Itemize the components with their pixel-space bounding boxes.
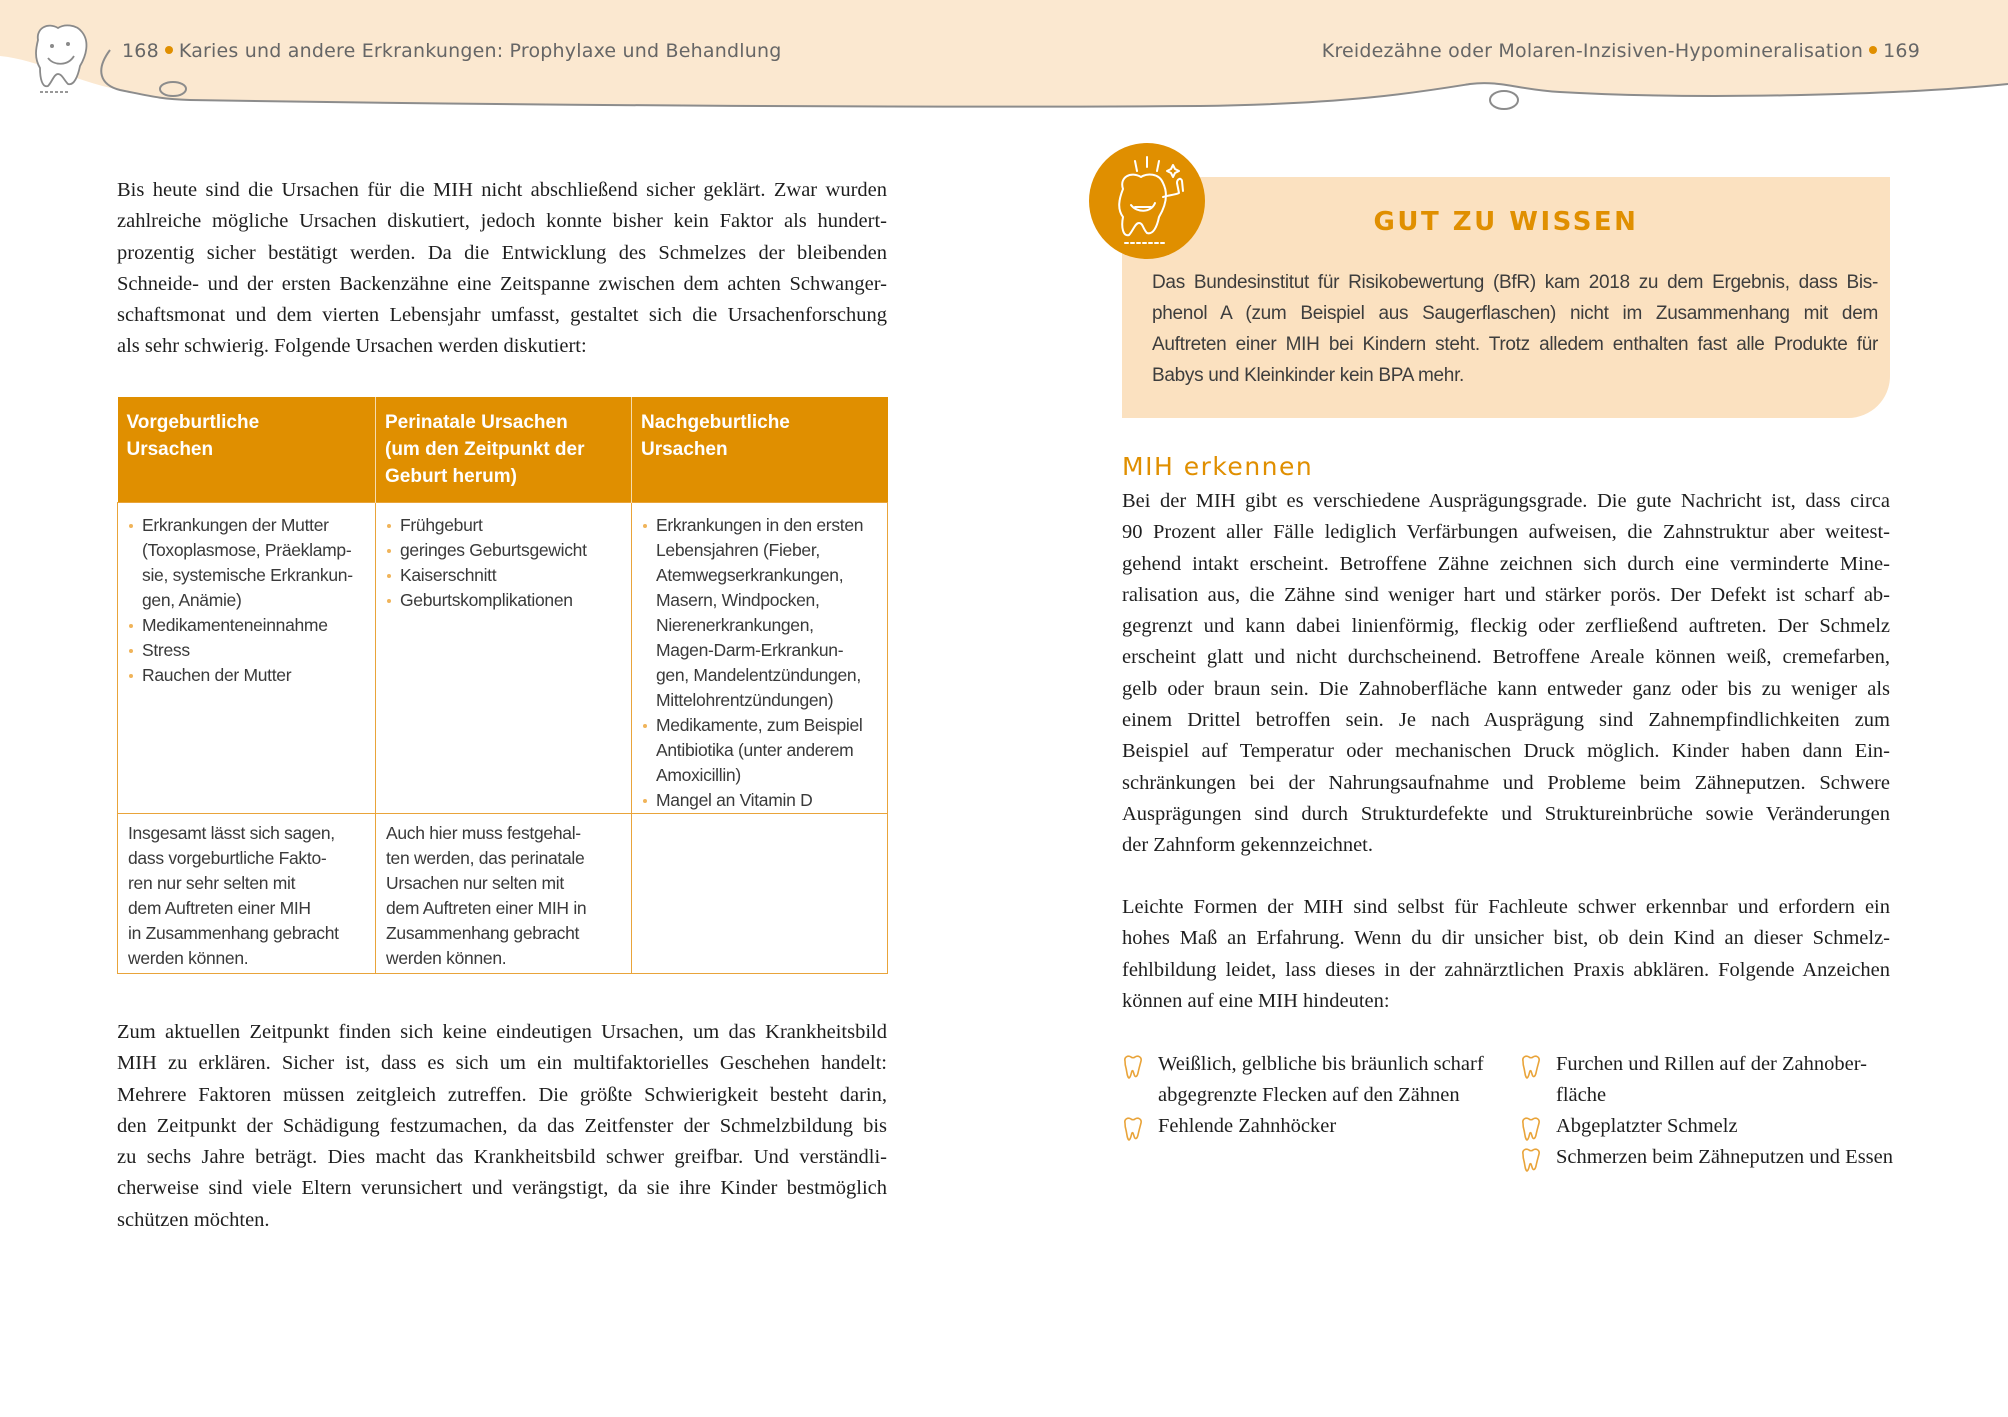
table-cell-postnatal-causes	[632, 503, 888, 814]
text-line: Leichte Formen der MIH sind selbst für Fachleute schwer erkennbar und erfordern ein	[1122, 896, 1890, 918]
text-line: erscheint glatt und nicht durchscheinend. Betroffene Areale können weiß, cremefarben,	[1122, 646, 1890, 669]
info-badge	[1089, 143, 1205, 259]
running-head-left	[122, 40, 781, 62]
list-item	[642, 713, 877, 788]
item-line: Antibiotika (unter anderem	[656, 740, 854, 760]
sign-line: fläche	[1556, 1084, 1607, 1107]
summary-line: werden können.	[386, 948, 507, 968]
list-item	[128, 613, 365, 638]
sign-text	[1158, 1049, 1484, 1112]
text-line: ralisation aus, die Zähne sind weniger hart und stärker porös. Der Defekt ist scharf ab-	[1122, 583, 1890, 606]
cause-list	[386, 513, 621, 613]
separator-dot	[165, 46, 173, 54]
section-heading: MIH erkennen	[1122, 452, 1314, 481]
header-line: Geburt herum)	[385, 466, 517, 487]
text-line: Babys und Kleinkinder kein BPA mehr.	[1152, 365, 1465, 386]
chapter-title: Karies und andere Erkrankungen: Prophylaxe und Behandlung	[178, 40, 782, 62]
text-line: Mehrere Faktoren müssen zeitgleich zutreffen. Die größte Schwierigkeit besteht darin,	[117, 1083, 887, 1106]
list-item	[386, 563, 621, 588]
tooth-icon	[1520, 1148, 1542, 1172]
sign-line: Furchen und Rillen auf der Zahnober-	[1556, 1053, 1867, 1075]
closing-paragraph	[117, 1017, 887, 1236]
table-cell-perinatal-summary	[376, 814, 632, 974]
sign-line: abgegrenzte Flecken auf den Zähnen	[1158, 1084, 1460, 1107]
list-item	[128, 663, 365, 688]
text-line: Bei der MIH gibt es verschiedene Ausprägungsgrade. Die gute Nachricht ist, dass circa	[1122, 490, 1890, 512]
item-line: gen, Anämie)	[142, 590, 242, 610]
text-line: Auftreten einer MIH bei Kindern steht. Trotz alledem enthalten fast alle Produkte für	[1152, 334, 1878, 355]
cause-list	[642, 513, 877, 813]
column-header-perinatal	[376, 397, 632, 503]
tooth-mascot-icon	[36, 25, 86, 92]
item-line: Kaiserschnitt	[400, 565, 497, 585]
item-line: Erkrankungen in den ersten	[656, 515, 864, 535]
summary-line: Ursachen nur selten mit	[386, 873, 564, 893]
sign-text: Abgeplatzter Schmelz	[1556, 1115, 1738, 1137]
item-line: geringes Geburtsgewicht	[400, 540, 587, 560]
tooth-icon	[1122, 1117, 1144, 1141]
table-cell-prenatal-causes	[118, 503, 376, 814]
list-item	[386, 588, 621, 613]
item-line: Medikamenteneinnahme	[142, 615, 328, 635]
item-line: sie, systemische Erkrankun-	[142, 565, 353, 585]
summary-line: ren nur sehr selten mit	[128, 873, 296, 893]
text-line: schränkungen bei der Nahrungsaufnahme und Probleme beim Zähneputzen. Schwere	[1122, 771, 1890, 794]
text-line: als sehr schwierig. Folgende Ursachen werden diskutiert:	[117, 335, 587, 358]
text-line: Das Bundesinstitut für Risikobewertung (BfR) kam 2018 zu dem Ergebnis, dass Bis-	[1152, 272, 1878, 293]
recognition-paragraph	[1122, 486, 1890, 862]
summary-line: dem Auftreten einer MIH	[128, 898, 311, 918]
summary-line: Auch hier muss festgehal-	[386, 823, 581, 843]
cause-list	[128, 513, 365, 688]
item-line: Geburtskomplikationen	[400, 590, 573, 610]
text-line: phenol A (zum Beispiel aus Saugerflaschen) nicht im Zusammenhang mit dem	[1152, 303, 1878, 324]
table-header-row	[118, 397, 888, 503]
header-line: Perinatale Ursachen	[385, 412, 568, 433]
item-line: Atemwegserkrankungen,	[656, 565, 844, 585]
item-line: gen, Mandelentzündungen,	[656, 665, 861, 685]
page-number-right: 169	[1883, 40, 1920, 62]
item-line: Amoxicillin)	[656, 765, 741, 785]
tooth-icon	[1122, 1055, 1144, 1079]
list-item	[642, 513, 877, 713]
tooth-icon	[1520, 1055, 1542, 1079]
table-row	[118, 503, 888, 814]
text-line: Beispiel auf Temperatur oder mechanischen Druck möglich. Kinder haben dann Ein-	[1122, 740, 1890, 763]
good-to-know-title: GUT ZU WISSEN	[1373, 207, 1639, 237]
item-line: Stress	[142, 640, 190, 660]
summary-line: dem Auftreten einer MIH in	[386, 898, 587, 918]
summary-line: Insgesamt lässt sich sagen,	[128, 823, 335, 843]
sign-text: Fehlende Zahnhöcker	[1158, 1115, 1337, 1137]
item-line: Magen-Darm-Erkrankun-	[656, 640, 844, 660]
header-line: Ursachen	[126, 439, 214, 460]
text-line: Bis heute sind die Ursachen für die MIH nicht abschließend sicher geklärt. Zwar wurden	[117, 179, 887, 201]
item-line: Mangel an Vitamin D	[656, 790, 813, 810]
text-line: fehlbildung leidet, lass dieses in der zahnärztlichen Praxis abklären. Folgende Anzeichen	[1122, 958, 1890, 981]
page-number-left: 168	[122, 40, 159, 62]
header-line: Nachgeburtliche	[641, 412, 790, 433]
text-line: einem Drittel betroffen sein. Je nach Ausprägung sind Zahnempfindlichkeiten zum	[1122, 709, 1890, 732]
text-line: Ausprägungen sind durch Strukturdefekte und Struktureinbrüche sowie Veränderungen	[1122, 802, 1890, 825]
header-line: Vorgeburtliche	[126, 412, 260, 433]
item-line: Nierenerkrankungen,	[656, 615, 814, 635]
thumbs-up-tooth-icon	[1089, 143, 1205, 259]
text-line: MIH zu erklären. Sicher ist, dass es sich um ein multifaktorielles Geschehen handelt:	[117, 1052, 887, 1075]
table-cell-postnatal-summary	[632, 814, 888, 974]
section-title: Kreidezähne oder Molaren-Inzisiven-Hypomineralisation	[1321, 40, 1864, 62]
table-row	[118, 814, 888, 974]
text-line: prozentig sicher bestätigt werden. Da die Entwicklung des Schmelzes der bleibenden	[117, 241, 887, 264]
text-line: hohes Maß an Erfahrung. Wenn du dir unsicher bist, ob dein Kind an dieser Schmelz-	[1122, 927, 1890, 950]
text-line: der Zahnform gekennzeichnet.	[1122, 834, 1374, 857]
separator-dot	[1869, 46, 1877, 54]
item-line: (Toxoplasmose, Präeklamp-	[142, 540, 352, 560]
summary-line: ten werden, das perinatale	[386, 848, 585, 868]
header-line: Ursachen	[641, 439, 728, 460]
text-line: gelb oder braun sein. Die Zahnoberfläche kann entweder ganz oder bis zu weniger als	[1122, 677, 1890, 700]
summary-line: Zusammenhang gebracht	[386, 923, 580, 943]
summary-line: dass vorgeburtliche Fakto-	[128, 848, 327, 868]
column-header-prenatal	[118, 397, 376, 503]
intro-paragraph	[117, 175, 887, 363]
list-item	[128, 513, 365, 613]
item-line: Lebensjahren (Fieber,	[656, 540, 820, 560]
text-line: schaftsmonat und dem vierten Lebensjahr umfasst, gestaltet sich die Ursachenforschung	[117, 304, 887, 327]
list-item	[642, 788, 877, 813]
good-to-know-text	[1152, 267, 1878, 391]
text-line: cherweise sind viele Eltern verunsichert und verängstigt, da sie ihre Kinder bestmöglich	[117, 1177, 887, 1200]
item-line: Mittelohrentzündungen)	[656, 690, 834, 710]
header-line: (um den Zeitpunkt der	[385, 439, 585, 460]
sign-text	[1556, 1049, 1867, 1112]
summary-line: in Zusammenhang gebracht	[128, 923, 339, 943]
item-line: Masern, Windpocken,	[656, 590, 820, 610]
table-cell-prenatal-summary	[118, 814, 376, 974]
text-line: zahlreiche mögliche Ursachen diskutiert, jedoch konnte bisher kein Faktor als hundert-	[117, 210, 887, 233]
sign-line: Weißlich, gelbliche bis bräunlich scharf	[1158, 1053, 1484, 1075]
item-line: Frühgeburt	[400, 515, 483, 535]
text-line: schützen möchten.	[117, 1208, 270, 1231]
text-line: 90 Prozent aller Fälle lediglich Verfärbungen aufweisen, die Zahnstruktur aber weitest-	[1122, 521, 1890, 544]
tooth-icon	[1520, 1117, 1542, 1141]
text-line: können auf eine MIH hindeuten:	[1122, 989, 1390, 1012]
running-head-right	[1322, 40, 1920, 62]
text-line: zu sechs Jahre beträgt. Dies macht das Krankheitsbild schwer greifbar. Und verständli-	[117, 1146, 887, 1169]
causes-table	[117, 397, 888, 974]
list-item	[386, 513, 621, 538]
list-item	[386, 538, 621, 563]
table-cell-perinatal-causes	[376, 503, 632, 814]
column-header-postnatal	[632, 397, 888, 503]
item-line: Erkrankungen der Mutter	[142, 515, 329, 535]
text-line: den Zeitpunkt der Schädigung festzumachen, da das Zeitfenster der Schmelzbildung bis	[117, 1114, 887, 1137]
text-line: Schneide- und der ersten Backenzähne eine Zeitspanne zwischen dem achten Schwanger-	[117, 272, 887, 295]
item-line: Rauchen der Mutter	[142, 665, 292, 685]
text-line: gegrenzt und kann dabei linienförmig, fleckig oder zerfließend auftreten. Der Schmelz	[1122, 615, 1890, 638]
list-item	[128, 638, 365, 663]
diagnosis-paragraph	[1122, 892, 1890, 1017]
summary-line: werden können.	[128, 948, 249, 968]
sign-text: Schmerzen beim Zähneputzen und Essen	[1556, 1146, 1893, 1168]
item-line: Medikamente, zum Beispiel	[656, 715, 863, 735]
text-line: Zum aktuellen Zeitpunkt finden sich keine eindeutigen Ursachen, um das Krankheitsbild	[117, 1021, 887, 1043]
text-line: gehend intakt erscheint. Betroffene Zähne zeichnen sich durch eine verminderte Mine-	[1122, 552, 1890, 575]
